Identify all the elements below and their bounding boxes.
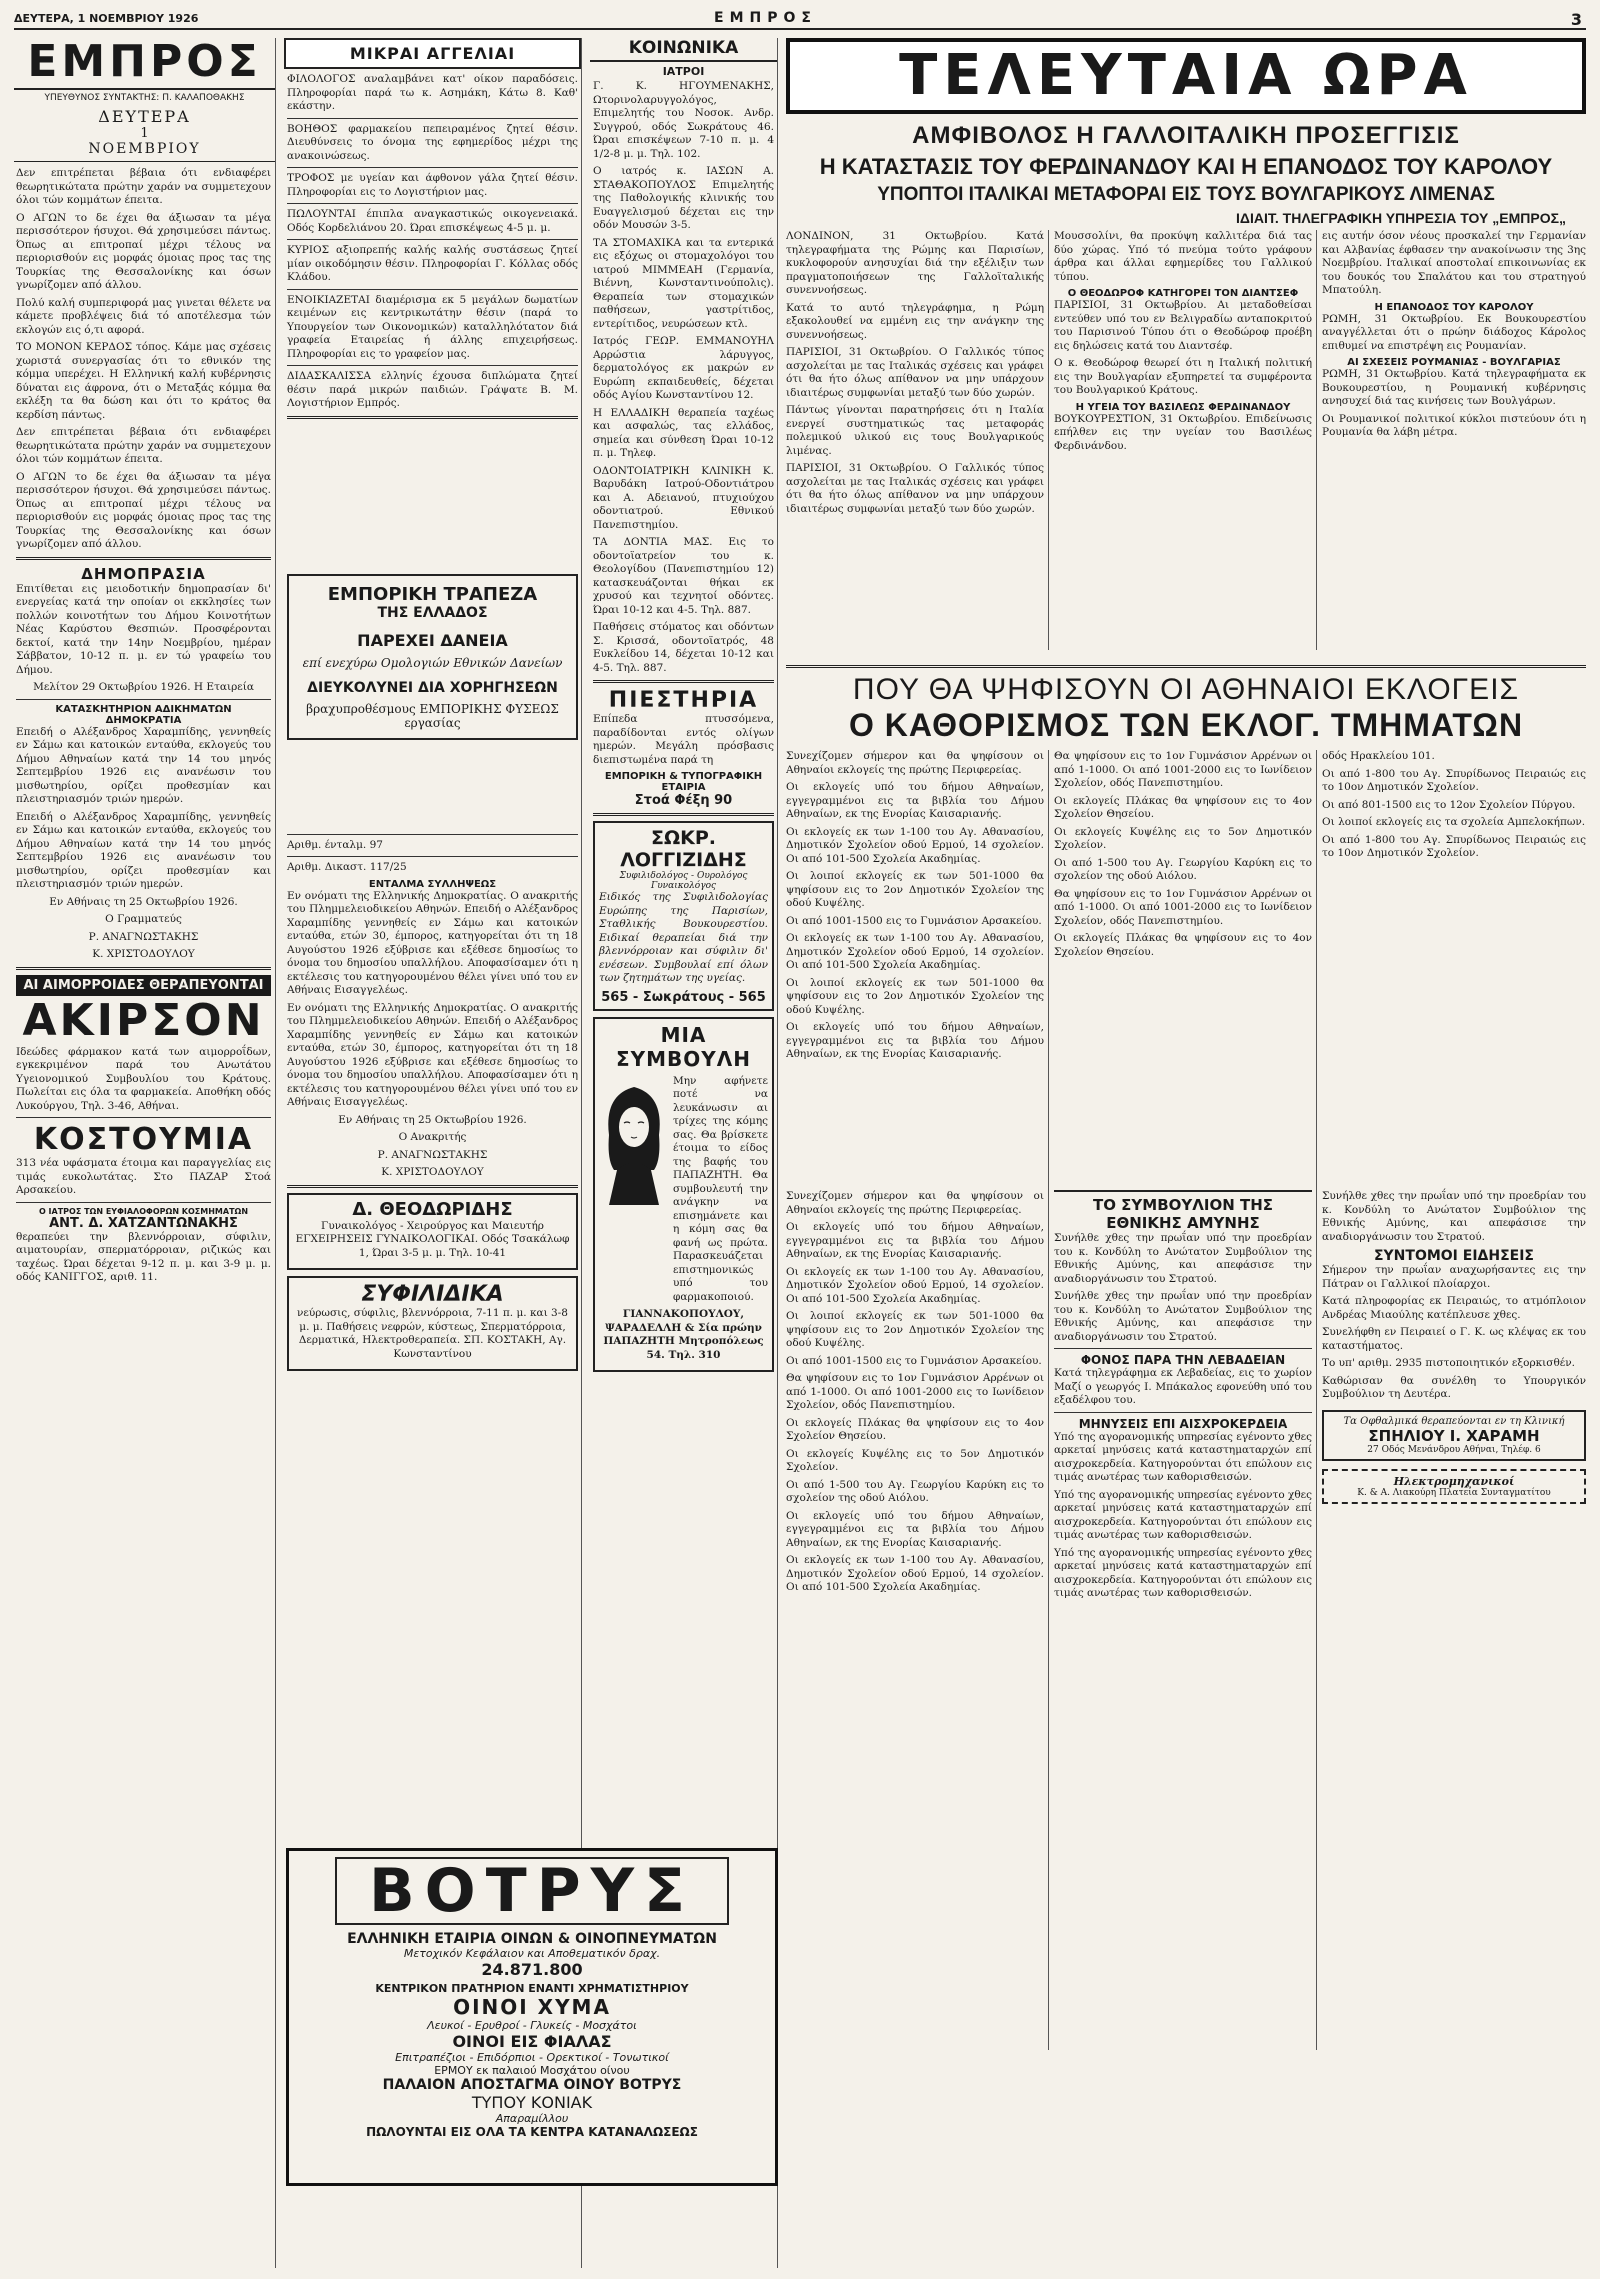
headline-3: ΥΠΟΠΤΟΙ ΙΤΑΛΙΚΑΙ ΜΕΤΑΦΟΡΑΙ ΕΙΣ ΤΟΥΣ ΒΟΥΛΓΑΡΙΚΟΥΣ ΛΙΜΕΝΑΣ bbox=[877, 184, 1495, 205]
elections-para: Οι από 1-800 του Αγ. Σπυρίδωνος Πειραιώς εις το 10ον Δημοτικόν Σχολείον. bbox=[1322, 833, 1586, 859]
elections-para: Οι εκλογείς Πλάκας θα ψηφίσουν εις το 4ον Σχολείον Θησείου. bbox=[1054, 932, 1312, 958]
lawsuits-text: Υπό της αγορανομικής υπηρεσίας εγένοντο χθες αρκεταί μηνύσεις κατά καταστηματαρχών επί αισχροκερδεία. Κατηγορούνται ότι επώλουν εις τιμάς ανωτέρας των καθορισθεισών. bbox=[1054, 1488, 1312, 1541]
electro-address: Κ. & Α. Λιακούρη Πλατεία Συνταγματίτου bbox=[1357, 1487, 1551, 1498]
demoprasia-sign: Μελίτον 29 Οκτωβρίου 1926. Η Εταιρεία bbox=[33, 681, 254, 693]
telegram-para: ΡΩΜΗ, 31 Οκτωβρίου. Εκ Βουκουρεστίου αναγγέλλεται ότι ο πρώην διάδοχος Κάρολος επιθυμεί να επιστρέψη εις Ρουμανίαν. bbox=[1322, 312, 1586, 352]
telegram-subhead: Η ΕΠΑΝΟΔΟΣ ΤΟΥ ΚΑΡΟΛΟΥ bbox=[1374, 301, 1534, 313]
headline-2: Η ΚΑΤΑΣΤΑΣΙΣ ΤΟΥ ΦΕΡΔΙΝΑΝΔΟΥ ΚΑΙ Η ΕΠΑΝΟΔΟΣ ΤΟΥ ΚΑΡΟΛΟΥ bbox=[819, 154, 1553, 179]
council-text: Συνήλθε χθες την πρωΐαν υπό την προεδρίαν του κ. Κονδύλη το Ανώτατον Συμβούλιον της Εθνικής Αμύνης, και απεφάσισε την αναδιοργάνωσιν του Στρατού. bbox=[1322, 1190, 1586, 1243]
classified-ad: ΦΙΛΟΛΟΓΟΣ αναλαμβάνει κατ' οίκον παραδόσεις. Πληροφορίαι παρά τω κ. Ασημάκη, Κάτω 8. Καθ' εκάστην. bbox=[287, 73, 578, 112]
elections-para: Οι εκλογείς υπό του δήμου Αθηναίων, εγγεγραμμένοι εις τα βιβλία του Δήμου Αθηναίων, εκ της Ενορίας Καισαριανής. bbox=[786, 781, 1044, 820]
demoprasia-text: Επιτίθεται εις μειοδοτικήν δημοπρασίαν δι' ενεργείας κατά την οποίαν οι εκκλησίες των πολλών κοινοτήτων του Δήμου Κοινοτήτων Νέας Καρύστου Θεσπιών. Προσφέρονται δεκτοί, κατά την 14ην Νοεμβρίου, ημέραν Σάββατον, 10-12 π. μ. εν τώ γραφείω του Δήμου. bbox=[16, 582, 271, 676]
right-section bbox=[786, 38, 1586, 2268]
last-hour-banner: ΤΕΛΕΥΤΑΙΑ ΩΡΑ bbox=[786, 38, 1586, 114]
telegram-para: Κατά το αυτό τηλεγράφημα, η Ρώμη εξακολουθεί να εμμένη εις την ανάγκην της συνεννοήσεως. bbox=[786, 301, 1044, 341]
classified-ad: ΚΥΡΙΟΣ αξιοπρεπής καλής καλής συστάσεως ζητεί μίαν οικοδόμησιν θέσιν. Πληροφορίαι Γ. Κόλλας οδός Κλάδου. bbox=[287, 244, 578, 283]
social-title: ΚΟΙΝΩΝΙΚΑ bbox=[590, 38, 777, 62]
doctors-subtitle: ΙΑΤΡΟΙ bbox=[662, 65, 705, 78]
entalma-text: Εν ονόματι της Ελληνικής Δημοκρατίας. Ο ανακριτής του Πλημμελειοδικείου Αθηνών. Επειδή ο Αλέξανδρος Χαραμπίδης γεννηθείς εν Σάμω και κατοικών ενταύθα, ετών 30, έμπορος, κατηγορείται ότι τη 18 Αυγούστου 1926 εξύβρισε και εξέθεσε δημοσίως το όνομα του δημοσίου υπαλλήλου. Αποφασίσαμεν ότι η εκτέλεσις του κατηγορουμένου θέλει γίνει υπό του εν Αθήναις Εισαγγελέως. bbox=[287, 889, 578, 996]
column-1 bbox=[14, 38, 276, 2268]
elections-para: Οι λοιποί εκλογείς εκ των 501-1000 θα ψηφίσουν εις το 2ον Δημοτικόν Σχολείον της οδού Κυψέλης. bbox=[786, 976, 1044, 1016]
classified-ad: ΤΡΟΦΟΣ με υγείαν και άφθονον γάλα ζητεί θέσιν. Πληροφορίαι εις το Λογιστήριον μας. bbox=[287, 172, 578, 198]
lawsuits-title: ΜΗΝΥΣΕΙΣ ΕΠΙ ΑΙΣΧΡΟΚΕΡΔΕΙΑ bbox=[1078, 1416, 1288, 1431]
akirson-title: ΑΚΙΡΣΟΝ bbox=[22, 994, 265, 1046]
sign-name: Κ. ΧΡΙΣΤΟΔΟΥΛΟΥ bbox=[92, 948, 195, 960]
botrys-sub: ΠΑΛΑΙΟΝ ΑΠΟΣΤΑΓΜΑ ΟΙΝΟΥ ΒΟΤΡΥΣ bbox=[382, 2077, 682, 2093]
telegram-para: ΒΟΥΚΟΥΡΕΣΤΙΟΝ, 31 Οκτωβρίου. Επιδείνωσις επήλθεν εις την υγείαν του Βασιλέως Φερδινάνδου. bbox=[1054, 412, 1312, 452]
elections-para: Οι από 801-1500 εις το 12ον Σχολείον Πύργου. bbox=[1322, 798, 1576, 811]
masthead-title: ΕΜΠΡΟΣ bbox=[14, 38, 275, 90]
telegram-subhead: Ο ΘΕΟΔΩΡΟΦ ΚΑΤΗΓΟΡΕΙ ΤΟΝ ΔΙΑΝΤΣΕΦ bbox=[1067, 288, 1299, 299]
eye-clinic-line: Τα Οφθαλμικά θεραπεύονται εν τη Κλινική bbox=[1343, 1415, 1565, 1427]
sign-name: Ρ. ΑΝΑΓΝΩΣΤΑΚΗΣ bbox=[88, 930, 199, 943]
lead-paragraph: Ο ΑΓΩΝ το δε έχει θα άξιωσαν τα μέγα περισσότερον ήσυχοι. Θά χρησιμεύσει πάντως. Όπως αι επιτροπαί μέχρι τέλους να περιορισθούν εις μορφάς όμοιας προς τας της Τουρκίας της Θεσσαλονίκης και όσων γνωρίζομεν από άλλου. bbox=[16, 211, 271, 291]
elections-para: Οι εκλογείς υπό του δήμου Αθηναίων, εγγεγραμμένοι εις τα βιβλία του Δήμου Αθηναίων, εκ της Ενορίας Καισαριανής. bbox=[786, 1021, 1044, 1060]
botrys-title: ΒΟΤΡΥΣ bbox=[335, 1857, 729, 1925]
elections-para: Οι εκλογείς εκ των 1-100 του Αγ. Αθανασίου, Δημοτικόν Σχολείον οδού Ερμού, 14 σχολείον. Οι από 101-500 Σχολεία Ακαδημίας. bbox=[786, 825, 1044, 865]
lead-paragraph: Δεν επιτρέπεται βέβαια ότι ενδιαφέρει θεωρητικώτατα πρώτην χαράν να συμμετεχουν όλοι τών κομμάτων έπειτα. bbox=[16, 167, 271, 206]
headline-1: ΑΜΦΙΒΟΛΟΣ Η ΓΑΛΛΟΙΤΑΛΙΚΗ ΠΡΟΣΕΓΓΙΣΙΣ bbox=[912, 122, 1460, 149]
botrys-sub: ΠΩΛΟΥΝΤΑΙ ΕΙΣ ΟΛΑ ΤΑ ΚΕΝΤΡΑ ΚΑΤΑΝΑΛΩΣΕΩΣ bbox=[366, 2125, 698, 2139]
doctor-item: Ο ιατρός κ. ΙΑΣΩΝ Α. ΣΤΑΘΑΚΟΠΟΥΛΟΣ Επιμελητής της Παθολογικής κλινικής του Ευαγγελισμού δέχεται εις την οδόν Μουσών 3-5. bbox=[593, 165, 774, 231]
telegram-para: ΠΑΡΙΣΙΟΙ, 31 Οκτωβρίου. Αι μεταδοθείσαι εντεύθεν υπό του εν Βελιγραδίω ανταποκριτού του Παρισινού Τύπου ότι ο Θεοδώροφ προέβη εις δηλώσεις κατά του Διαντσέφ. bbox=[1054, 299, 1312, 352]
doctor-item: ΤΑ ΔΟΝΤΙΑ ΜΑΣ. Εις το οδοντοϊατρείον του κ. Θεολογίδου (Πανεπιστημίου 12) κατασκευάζονται θήκαι εκ χρυσού και τεχνητοί οδόντες. Ώραι 10-12 και 4-5. Τηλ. 887. bbox=[593, 536, 774, 616]
doctor-item: ΟΔΟΝΤΟΙΑΤΡΙΚΗ ΚΛΙΝΙΚΗ Κ. Βαρυδάκη Ιατρού-Οδοντιάτρου και Α. Αδειανού, πτυχιούχου οδοντιατρού. Εθνικού Πανεπιστημίου. bbox=[593, 464, 774, 531]
bank-line: ΔΙΕΥΚΟΛΥΝΕΙ ΔΙΑ ΧΟΡΗΓΗΣΕΩΝ bbox=[307, 679, 558, 696]
akirson-pre: ΑΙ ΑΙΜΟΡΡΟΙΔΕΣ ΘΕΡΑΠΕΥΟΝΤΑΙ bbox=[16, 975, 271, 996]
doctor-text: θεραπεύει την βλεννόρροιαν, σύφιλιν, αιματουρίαν, σπερματόρροιαν, ριζικώς και ταχέως. Ώραι δέχεται 9-12 π. μ. και 3-9 μ. μ. οδός ΚΑΝΙΓΓΟΣ, αριθ. 11. bbox=[16, 1230, 271, 1283]
elections-para: Συνεχίζομεν σήμερον και θα ψηφίσουν οι Αθηναίοι εκλογείς της πρώτης Περιφερείας. bbox=[786, 1190, 1044, 1216]
piestiria-company: ΕΜΠΟΡΙΚΗ & ΤΥΠΟΓΡΑΦΙΚΗ ΕΤΑΙΡΙΑ bbox=[604, 771, 763, 793]
entalma-sign-place: Εν Αθήναις τη 25 Οκτωβρίου 1926. bbox=[338, 1113, 527, 1126]
eye-clinic-address: 27 Οδός Μενάνδρου Αθήναι, Τηλέφ. 6 bbox=[1367, 1444, 1541, 1455]
council-text: Συνήλθε χθες την πρωΐαν υπό την προεδρίαν του κ. Κονδύλη το Ανώτατον Συμβούλιον της Εθνικής Αμύνης, και απεφάσισε την αναδιοργάνωσιν του Στρατού. bbox=[1054, 1232, 1312, 1285]
doctor-item: Ιατρός ΓΕΩΡ. ΕΜΜΑΝΟΥΗΛ Αρρώστια λάρυγγος, δερματολόγος εκ μακρών εν Ευρώπη εκπαιδευθείς, δέχεται οδός Αγίου Κωνσταντίνου 12. bbox=[593, 335, 774, 401]
eye-clinic-ad bbox=[1322, 1410, 1586, 1461]
brief-news-item: Το υπ' αριθμ. 2935 πιστοποιητικόν εξορκισθέν. bbox=[1322, 1357, 1575, 1369]
month-label: ΝΟΕΜΒΡΙΟΥ bbox=[14, 141, 275, 162]
electro-title: Ηλεκτρομηχανικοί bbox=[1393, 1474, 1515, 1488]
elections-para: Θα ψηφίσουν εις το 1ον Γυμνάσιον Αρρένων οι από 1-1000. Οι από 1001-2000 εις το Ιωνίδειον Σχολείον, οδός Πανεπιστημίου. bbox=[1054, 750, 1312, 789]
bank-line: ΠΑΡΕΧΕΙ ΔΑΝΕΙΑ bbox=[357, 630, 508, 650]
syfilidika-title: ΣΥΦΙΛΙΔΙΚΑ bbox=[361, 1282, 504, 1307]
eye-clinic-name: ΣΠΗΛΙΟΥ Ι. ΧΑΡΑΜΗ bbox=[1368, 1426, 1540, 1445]
elections-para: Οι εκλογείς Πλάκας θα ψηφίσουν εις το 4ον Σχολείον Θησείου. bbox=[786, 1416, 1044, 1442]
elections-para: Οι από 1-500 του Αγ. Γεωργίου Καρύκη εις το σχολείον της οδού Αιόλου. bbox=[1054, 856, 1312, 882]
symvouli-title: ΜΙΑ ΣΥΜΒΟΥΛΗ bbox=[616, 1022, 751, 1071]
elections-para: Οι εκλογείς Κυψέλης εις το 5ον Δημοτικόν Σχολείον. bbox=[1054, 825, 1312, 851]
elections-headline: ΠΟΥ ΘΑ ΨΗΦΙΣΟΥΝ ΟΙ ΑΘΗΝΑΙΟΙ ΕΚΛΟΓΕΙΣ bbox=[852, 673, 1520, 706]
kostoumia-title: ΚΟΣΤΟΥΜΙΑ bbox=[33, 1122, 254, 1157]
dikastirio-text: Επειδή ο Αλέξανδρος Χαραμπίδης, γεννηθείς εν Σάμω και κατοικών ενταύθα, εκλογεύς του Δήμου Αθηναίων κατά την 14 του μηνός Σεπτεμβρίου 1926 εις ανανέωσιν του μισθωτηρίου, ορίζει προθεσμίαν και πλειστηριασμόν τριών ημερών. bbox=[16, 725, 271, 805]
elections-para: Θα ψηφίσουν εις το 1ον Γυμνάσιον Αρρένων οι από 1-1000. Οι από 1001-2000 εις το Ιωνίδειον Σχολείον, οδός Πανεπιστημίου. bbox=[786, 1372, 1044, 1411]
doctor2-role: Συφιλιδολόγος - Ουρολόγος Γυναικολόγος bbox=[619, 871, 748, 891]
doctor-item: ΤΑ ΣΤΟΜΑΧΙΚΑ και τα εντερικά εις εξόχως οι στομαχολόγοι του ιατρού ΜΙΜΜΕΑΗ (Γερμανία, Βιέννη, Κωνσταντινούπολις). Θεραπεία των στομαχικών παθήσεων, γαστρίτιδος, εντερίτιδος, νευρώσεων κτλ. bbox=[593, 236, 774, 330]
elections-para: Οι λοιποί εκλογείς εκ των 501-1000 θα ψηφίσουν εις το 2ον Δημοτικόν Σχολείον της οδού Κυψέλης. bbox=[786, 870, 1044, 909]
council-title: ΤΟ ΣΥΜΒΟΥΛΙΟΝ ΤΗΣ ΕΘΝΙΚΗΣ ΑΜΥΝΗΣ bbox=[1054, 1190, 1312, 1232]
newspaper-page bbox=[14, 10, 1586, 2270]
ref-number: Αριθμ. ένταλμ. 97 bbox=[287, 838, 383, 851]
elections-para: Οι εκλογείς Κυψέλης εις το 5ον Δημοτικόν Σχολείον. bbox=[786, 1447, 1044, 1473]
dikastirio-title: ΚΑΤΑΣΚΗΤΗΡΙΟΝ ΑΔΙΚΗΜΑΤΩΝ ΔΗΜΟΚΡΑΤΙΑ bbox=[55, 703, 232, 726]
botrys-sub: ΕΡΜΟΥ εκ παλαιού Μοσχάτου οίνου bbox=[434, 2064, 630, 2077]
theodoridis-ad bbox=[287, 1193, 578, 1271]
telegram-para: εις αυτήν όσον νέους προσκαλεί την Γερμανίαν και Αλβανίας έφθασεν την ανακοίνωσιν της 3ης Νοεμβρίου. Ιταλικαί αποστολαί επικοινωνίας εκ του δουκός του Σπαλάτου και του στρατηγού Μπατούλη. bbox=[1322, 230, 1586, 296]
issue-date: ΔΕΥΤΕΡΑ, 1 ΝΟΕΜΒΡΙΟΥ 1926 bbox=[14, 12, 199, 25]
doctor-item: Γ. Κ. ΗΓΟΥΜΕΝΑΚΗΣ, Ωτορινολαρυγγολόγος, Επιμελητής του Νοσοκ. Ανδρ. Συγγρού, οδός Σωκράτους 46. Ώραι επισκέψεων 7-10 π. μ. 4 1/2-8 μ. μ. Τηλ. 102. bbox=[593, 80, 774, 160]
elections-para: Οι από 1-500 του Αγ. Γεωργίου Καρύκη εις το σχολείον της οδού Αιόλου. bbox=[786, 1478, 1044, 1504]
lower-right-columns bbox=[786, 1190, 1586, 2050]
symvouli-store: ΓΙΑΝΝΑΚΟΠΟΥΛΟΥ, ΨΑΡΑΔΕΛΛΗ & Σία πρώην ΠΑΠΑΖΗΤΗ Μητροπόλεως 54. Τηλ. 310 bbox=[603, 1308, 764, 1361]
lead-paragraph: ΤΟ ΜΟΝΟΝ ΚΕΡΔΟΣ τόπος. Κάμε μας σχέσεις χωριστά συνεργασίας ότι το εθνικόν της κόμμα υπερέχει. Η Ελληνική καλή κυβέρνησις δύναται εις άφρονα, ότι ο Μεταξάς κόμμα θα εκλέξη τα θα δώση και ότι το κράτος θα κερδίση πάντως. bbox=[16, 341, 271, 421]
lawsuits-text: Υπό της αγορανομικής υπηρεσίας εγένοντο χθες αρκεταί μηνύσεις κατά καταστηματαρχών επί αισχροκερδεία. Κατηγορούνται ότι επώλουν εις τιμάς ανωτέρας των καθορισθεισών. bbox=[1054, 1430, 1312, 1483]
demoprasia-title: ΔΗΜΟΠΡΑΣΙΑ bbox=[81, 564, 206, 583]
elections-para: Οι εκλογείς υπό του δήμου Αθηναίων, εγγεγραμμένοι εις τα βιβλία του Δήμου Αθηναίων, εκ της Ενορίας Καισαριανής. bbox=[786, 1509, 1044, 1549]
lead-paragraph: Δεν επιτρέπεται βέβαια ότι ενδιαφέρει θεωρητικώτατα πρώτην χαράν να συμμετεχουν όλοι τών κομμάτων έπειτα. bbox=[16, 426, 271, 465]
lead-paragraph: Πολύ καλή συμπεριφορά μας γινεται θέλετε να κάμετε προβλέψεις διά τό αποτέλεσμα τών εκλογών εις ό,τι αφορά. bbox=[16, 296, 271, 336]
brief-news-title: ΣΥΝΤΟΜΟΙ ΕΙΔΗΣΕΙΣ bbox=[1373, 1248, 1534, 1264]
botrys-capital: 24.871.800 bbox=[481, 1960, 583, 1979]
entalma-name: Ρ. ΑΝΑΓΝΩΣΤΑΚΗΣ bbox=[377, 1148, 488, 1161]
bank-ad bbox=[287, 574, 578, 740]
symvouli-text: Μην αφήνετε ποτέ να λευκάνωσιν αι τρίχες της κόμης σας. Θα βρίσκετε έτοιμα το είδος της βαφής του ΠΑΠΑΖΗΤΗ. Θα συμβουλευτή την ανάγκην να επισημάνετε και η κόμη σας θα φανή ως πρώτα. Παρασκευάζεται επιστημονικώς υπό του φαρμακοποιού. bbox=[673, 1074, 768, 1303]
doctor-title: Ο ΙΑΤΡΟΣ ΤΩΝ ΕΥΦΙΑΛΟΦΟΡΩΝ ΚΟΣΜΗΜΑΤΩΝ bbox=[38, 1206, 249, 1216]
elections-para: Οι εκλογείς εκ των 1-100 του Αγ. Αθανασίου, Δημοτικόν Σχολείον οδού Ερμού, 14 σχολείον. Οι από 101-500 Σχολεία Ακαδημίας. bbox=[786, 932, 1044, 971]
doctor-item: Η ΕΛΛΑΔΙΚΗ θεραπεία ταχέως και ασφαλώς, τας ελλάδος, σημεία και σύνθεση Ώραι 10-12 π. μ. Τηλεφ. bbox=[593, 406, 774, 459]
botrys-sub: Απαραμίλλου bbox=[495, 2112, 569, 2125]
telegram-para: Μουσσολίνι, θα προκύψη καλλιτέρα διά τας δύο χώρας. Υπό τό πνεύμα τούτο γράφουν άρθρα και άλλαι εφημερίδες του Γαλλικού τύπου. bbox=[1054, 230, 1312, 283]
telegram-para: Ο κ. Θεοδώροφ θεωρεί ότι η Ιταλική πολιτική εις την Βουλγαρίαν εξυπηρετεί τα συμφέροντα του Βουλγαρικού Κράτους. bbox=[1054, 357, 1312, 396]
elections-para: Οι από 1001-1500 εις το Γυμνάσιον Αρσακείου. bbox=[786, 914, 1042, 927]
botrys-sub: ΟΙΝΟΙ ΕΙΣ ΦΙΑΛΑΣ bbox=[452, 2032, 612, 2051]
elections-para: οδός Ηρακλείου 101. bbox=[1322, 750, 1435, 762]
classified-ad: ΔΙΔΑΣΚΑΛΙΣΣΑ ελληνίς έχουσα διπλώματα ζητεί θέσιν παρά μικρών παιδιών. Γράψατε Β. Μ. Λογιστήριον Εμπρός. bbox=[287, 370, 578, 409]
brief-news-item: Σήμερον την πρωΐαν αναχωρήσαντες εις την Πάτραν οι Γαλλικοί πλοίαρχοι. bbox=[1322, 1264, 1586, 1290]
theodoridis-text: Γυναικολόγος - Χειρούργος και Μαιευτήρ ΕΓΧΕΙΡΗΣΕΙΣ ΓΥΝΑΙΚΟΛΟΓΙΚΑΙ. Οδός Τσακάλωφ 1, Ώραι 3-5 μ. μ. Τηλ. 10-41 bbox=[295, 1219, 570, 1259]
akirson-text: Ιδεώδες φάρμακον κατά των αιμορροΐδων, εγκεκριμένον παρά του Ανωτάτου Υγειονομικού Συμβουλίου του Κράτους. Πωλείται εις όλα τα φαρμακεία. Αποθήκη οδός Λυκούργου, Τηλ. 3-46, Αθήναι. bbox=[16, 1045, 271, 1112]
piestiria-title: ΠΙΕΣΤΗΡΙΑ bbox=[608, 688, 759, 713]
botrys-ad bbox=[286, 1848, 778, 2186]
piestiria-text: Επίπεδα πτυσσόμενα, παραδίδονται εντός ολίγων ημερών. Μεγάλη πρόσβασις διεπιστωμένα παρά τη bbox=[593, 713, 774, 766]
telegram-columns bbox=[786, 230, 1586, 660]
botrys-sub: ΕΛΛΗΝΙΚΗ ΕΤΑΙΡΙΑ ΟΙΝΩΝ & ΟΙΝΟΠΝΕΥΜΑΤΩΝ bbox=[347, 1931, 717, 1947]
elections-columns bbox=[786, 750, 1586, 1190]
elections-subheadline: Ο ΚΑΘΟΡΙΣΜΟΣ ΤΩΝ ΕΚΛΟΓ. ΤΜΗΜΑΤΩΝ bbox=[848, 707, 1524, 743]
sign-role: Ο Γραμματεύς bbox=[105, 913, 182, 925]
botrys-sub: ΤΥΠΟΥ ΚΟΝΙΑΚ bbox=[471, 2093, 593, 2112]
ref-number: Αριθμ. Δικαστ. 117/25 bbox=[287, 861, 407, 873]
murder-title: ΦΟΝΟΣ ΠΑΡΑ ΤΗΝ ΛΕΒΑΔΕΙΑΝ bbox=[1080, 1353, 1286, 1367]
elections-para: Οι εκλογείς υπό του δήμου Αθηναίων, εγγεγραμμένοι εις τα βιβλία του Δήμου Αθηναίων, εκ της Ενορίας Καισαριανής. bbox=[786, 1221, 1044, 1260]
botrys-sub: Μετοχικόν Κεφάλαιον και Αποθεματικόν δραχ. bbox=[403, 1947, 661, 1960]
telegram-subhead: Η ΥΓΕΙΑ ΤΟΥ ΒΑΣΙΛΕΩΣ ΦΕΡΔΙΝΑΝΔΟΥ bbox=[1075, 401, 1291, 413]
syfilidika-ad bbox=[287, 1276, 578, 1371]
brief-news-item: Συνελήφθη εν Πειραιεί ο Γ. Κ. ως κλέψας εκ του καταστήματος. bbox=[1322, 1326, 1586, 1352]
piestiria-address: Στοά Φέξη 90 bbox=[634, 793, 733, 808]
editor-line: ΥΠΕΥΘΥΝΟΣ ΣΥΝΤΑΚΤΗΣ: Π. ΚΑΛΑΠΟΘΑΚΗΣ bbox=[44, 93, 245, 103]
doctor2-ad bbox=[593, 821, 774, 1011]
bank-subtitle: ΤΗΣ ΕΛΛΑΔΟΣ bbox=[377, 604, 488, 621]
elections-para: Οι από 1-800 του Αγ. Σπυρίδωνος Πειραιώς εις το 10ον Δημοτικόν Σχολείον. bbox=[1322, 767, 1586, 793]
elections-para: Οι λοιποί εκλογείς εκ των 501-1000 θα ψηφίσουν εις το 2ον Δημοτικόν Σχολείον της οδού Κυψέλης. bbox=[786, 1310, 1044, 1349]
classified-ad: ΕΝΟΙΚΙΑΖΕΤΑΙ διαμέρισμα εκ 5 μεγάλων δωματίων κειμένων εις κεντρικωτάτην θέσιν (παρά το Υπουργείον των Οικονομικών) καταλληλότατον διά γραφεία Εταιρείας ή άλλης επιχειρήσεως. Πληροφορίαι εις το γραφείον μας. bbox=[287, 293, 578, 360]
symvouli-ad bbox=[593, 1017, 774, 1373]
top-header bbox=[14, 10, 1586, 30]
murder-text: Κατά τηλεγράφημα εκ Λεβαδείας, εις το χωρίον Μαζί ο γεωργός Ι. Μπάκαλος εφονεύθη υπό του εξαδέλφου του. bbox=[1054, 1367, 1312, 1406]
lead-paragraph: Ο ΑΓΩΝ το δε έχει θα άξιωσαν τα μέγα περισσότερον ήσυχοι. Θά χρησιμεύσει πάντως. Όπως αι επιτροπαί μέχρι τέλους να περιορισθούν εις μορφάς όμοιας προς τας της Τουρκίας της Θεσσαλονίκης και όσων γνωρίζομεν από άλλου. bbox=[16, 470, 271, 550]
woman-portrait-image bbox=[599, 1075, 669, 1205]
telegram-subhead: ΑΙ ΣΧΕΣΕΙΣ ΡΟΥΜΑΝΙΑΣ - ΒΟΥΛΓΑΡΙΑΣ bbox=[1347, 357, 1561, 368]
entalma-role: Ο Ανακριτής bbox=[398, 1131, 467, 1143]
council-text: Συνήλθε χθες την πρωΐαν υπό την προεδρίαν του κ. Κονδύλη το Ανώτατον Συμβούλιον της Εθνικής Αμύνης, και απεφάσισε την αναδιοργάνωσιν του Στρατού. bbox=[1054, 1290, 1312, 1343]
day-label: ΔΕΥΤΕΡΑ bbox=[98, 107, 191, 126]
telegram-para: Πάντως γίνονται παρατηρήσεις ότι η Ιταλία ενεργεί συστηματικώς τας μεταφοράς πολεμικού υλικού εις τους Βουλγαρικούς λιμένας. bbox=[786, 404, 1044, 457]
doctor-item: Παθήσεις στόματος και οδόντων Σ. Κρισσά, οδοντοϊατρός, 48 Ευκλείδου 14, δέχεται 10-12 και 4-5. Τηλ. 887. bbox=[593, 621, 774, 674]
telegram-para: ΡΩΜΗ, 31 Οκτωβρίου. Κατά τηλεγραφήματα εκ Βουκουρεστίου, η Ρουμανική κυβέρνησις ανησυχεί διά τας κινήσεις των Βουλγάρων. bbox=[1322, 368, 1586, 407]
theodoridis-name: Δ. ΘΕΟΔΩΡΙΔΗΣ bbox=[352, 1198, 513, 1220]
entalma-name: Κ. ΧΡΙΣΤΟΔΟΥΛΟΥ bbox=[381, 1166, 484, 1178]
elections-para: Οι από 1001-1500 εις το Γυμνάσιον Αρσακείου. bbox=[786, 1354, 1042, 1367]
brief-news-item: Καθώρισαν θα συνέλθη το Υπουργικόν Συμβούλιον τη Δευτέρα. bbox=[1322, 1374, 1586, 1400]
telegram-para: ΛΟΝΔΙΝΟΝ, 31 Οκτωβρίου. Κατά τηλεγραφήματα της Ρώμης και Παρισίων, κυκλοφορούν ανησυχίαι διά την εξέλιξιν των πραγματοποιήσεων της Γαλλοϊταλικής συνεννοήσεως. bbox=[786, 230, 1044, 296]
botrys-sub: Επιτραπέζιοι - Επιδόρπιοι - Ορεκτικοί - Τονωτικοί bbox=[395, 2051, 669, 2064]
telegram-para: ΠΑΡΙΣΙΟΙ, 31 Οκτωβρίου. Ο Γαλλικός τύπος ασχολείται με τας Ιταλικάς σχέσεις και γράφει ότι θα ήτο όλως απίθανον να μην υπάρχουν ιδιαιτέρως συμφωνίαι μεταξύ των δύο χωρών. bbox=[786, 346, 1044, 399]
syfilidika-text: νεύρωσις, σύφιλις, βλεννόρροια, 7-11 π. μ. και 3-8 μ. μ. Παθήσεις νεφρών, κύστεως, Σπερματόρροια, Δερματικά, Ηλεκτροθεραπεία. ΣΠ. ΚΟΣΤΑΚΗ, Αγ. Κωνσταντίνου bbox=[297, 1307, 568, 1360]
telegram-para: Οι Ρουμανικοί πολιτικοί κύκλοι πιστεύουν ότι η Ρουμανία θα λάβη μέτρα. bbox=[1322, 412, 1586, 438]
date-number: 1 bbox=[140, 126, 149, 141]
brief-news-item: Κατά πληροφορίας εκ Πειραιώς, το ατμόπλοιον Ανδρέας Μιαούλης κατέπλευσε χθες. bbox=[1322, 1295, 1586, 1321]
entalma-title: ΕΝΤΑΛΜΑ ΣΥΛΛΗΨΕΩΣ bbox=[368, 878, 497, 890]
bank-title: ΕΜΠΟΡΙΚΗ ΤΡΑΠΕΖΑ bbox=[327, 583, 538, 605]
sign-place: Εν Αθήναις τη 25 Οκτωβρίου 1926. bbox=[49, 895, 238, 908]
lawsuits-text: Υπό της αγορανομικής υπηρεσίας εγένοντο χθες αρκεταί μηνύσεις κατά καταστηματαρχών επί αισχροκερδεία. Κατηγορούνται ότι επώλουν εις τιμάς ανωτέρας των καθορισθεισών. bbox=[1054, 1546, 1312, 1599]
elections-para: Οι εκλογείς εκ των 1-100 του Αγ. Αθανασίου, Δημοτικόν Σχολείον οδού Ερμού, 14 σχολείον. Οι από 101-500 Σχολεία Ακαδημίας. bbox=[786, 1265, 1044, 1305]
botrys-sub: Λευκοί - Ερυθροί - Γλυκείς - Μοσχάτοι bbox=[427, 2019, 637, 2032]
botrys-sub: ΟΙΝΟΙ ΧΥΜΑ bbox=[453, 1995, 611, 2019]
paper-name-top: ΕΜΠΡΟΣ bbox=[714, 10, 817, 26]
botrys-sub: ΚΕΝΤΡΙΚΟΝ ΠΡΑΤΗΡΙΟΝ ΕΝΑΝΤΙ ΧΡΗΜΑΤΙΣΤΗΡΙΟΥ bbox=[375, 1982, 689, 1995]
dikastirio-text: Επειδή ο Αλέξανδρος Χαραμπίδης, γεννηθείς εν Σάμω και κατοικών ενταύθα, εκλογεύς του Δήμου Αθηναίων κατά την 14 του μηνός Σεπτεμβρίου 1926 εις ανανέωσιν του μισθωτηρίου, ορίζει προθεσμίαν και πλειστηριασμόν τριών ημερών. bbox=[16, 810, 271, 890]
elections-para: Οι λοιποί εκλογείς εις τα σχολεία Αμπελοκήπων. bbox=[1322, 816, 1586, 828]
elections-para: Οι εκλογείς εκ των 1-100 του Αγ. Αθανασίου, Δημοτικόν Σχολείον οδού Ερμού, 14 σχολείον. Οι από 101-500 Σχολεία Ακαδημίας. bbox=[786, 1554, 1044, 1593]
doctor2-name: ΣΩΚΡ. ΛΟΓΓΙΖΙΔΗΣ bbox=[620, 827, 747, 871]
doctor2-address: 565 - Σωκράτους - 565 bbox=[601, 989, 766, 1005]
elections-para: Συνεχίζομεν σήμερον και θα ψηφίσουν οι Αθηναίοι εκλογείς της πρώτης Περιφερείας. bbox=[786, 750, 1044, 776]
page-number: 3 bbox=[1570, 10, 1582, 29]
elections-para: Οι εκλογείς Πλάκας θα ψηφίσουν εις το 4ον Σχολείον Θησείου. bbox=[1054, 794, 1312, 820]
kostoumia-text: 313 νέα υφάσματα έτοιμα και παραγγελίας εις τιμάς ευκολωτάτας. Στο ΠΑΖΑΡ Στοά Αρσακείου. bbox=[16, 1157, 271, 1196]
doctor2-text: Ειδικός της Συφιλιδολογίας Ευρώπης της Παρισίων, Σταθλικής Βουκουρεστίου. Ειδικαί θεραπείαι διά την βλεννόρροιαν και σύφιλιν δι' ενέσεων. Συμβουλαί επί όλων των ζητημάτων της υγείας. bbox=[599, 891, 768, 984]
doctor-name: ΑΝΤ. Δ. ΧΑΤΖΑΝΤΩΝΑΚΗΣ bbox=[49, 1215, 238, 1231]
service-line: ΙΔΙΑΙΤ. ΤΗΛΕΓΡΑΦΙΚΗ ΥΠΗΡΕΣΙΑ ΤΟΥ „ΕΜΠΡΟΣ„ bbox=[1236, 210, 1566, 226]
classified-ad: ΒΟΗΘΟΣ φαρμακείου πεπειραμένος ζητεί θέσιν. Διευθύνσεις το όνομα της εφημερίδος μέχρι της ανακοινώσεως. bbox=[287, 122, 578, 162]
elections-para: Θα ψηφίσουν εις το 1ον Γυμνάσιον Αρρένων οι από 1-1000. Οι από 1001-2000 εις το Ιωνίδειον Σχολείον, οδός Πανεπιστημίου. bbox=[1054, 887, 1312, 927]
bank-line: βραχυπροθέσμους ΕΜΠΟΡΙΚΗΣ ΦΥΣΕΩΣ εργασίας bbox=[306, 701, 559, 730]
telegram-para: ΠΑΡΙΣΙΟΙ, 31 Οκτωβρίου. Ο Γαλλικός τύπος ασχολείται με τας Ιταλικάς σχέσεις και γράφει ότι θα ήτο όλως απίθανον να μην υπάρχουν ιδιαιτέρως συμφωνίαι μεταξύ των δύο χωρών. bbox=[786, 462, 1044, 515]
entalma-text: Εν ονόματι της Ελληνικής Δημοκρατίας. Ο ανακριτής του Πλημμελειοδικείου Αθηνών. Επειδή ο Αλέξανδρος Χαραμπίδης γεννηθείς εν Σάμω και κατοικών ενταύθα, ετών 30, έμπορος, κατηγορείται ότι τη 18 Αυγούστου 1926 εξύβρισε και εξέθεσε δημοσίως το όνομα του δημοσίου υπαλλήλου. Αποφασίσαμεν ότι η εκτέλεσις του κατηγορουμένου θέλει γίνει υπό του εν Αθήναις Εισαγγελέως. bbox=[287, 1001, 578, 1108]
bank-line: επί ενεχύρω Ομολογιών Εθνικών Δανείων bbox=[302, 655, 563, 670]
classifieds-title: ΜΙΚΡΑΙ ΑΓΓΕΛΙΑΙ bbox=[284, 38, 581, 69]
classified-ad: ΠΩΛΟΥΝΤΑΙ έπιπλα αναγκαστικώς οικογενειακά. Οδός Κορδελιάνου 20. Ώραι επισκέψεως 4-5 μ. μ. bbox=[287, 208, 578, 234]
electro-ad bbox=[1322, 1469, 1586, 1504]
